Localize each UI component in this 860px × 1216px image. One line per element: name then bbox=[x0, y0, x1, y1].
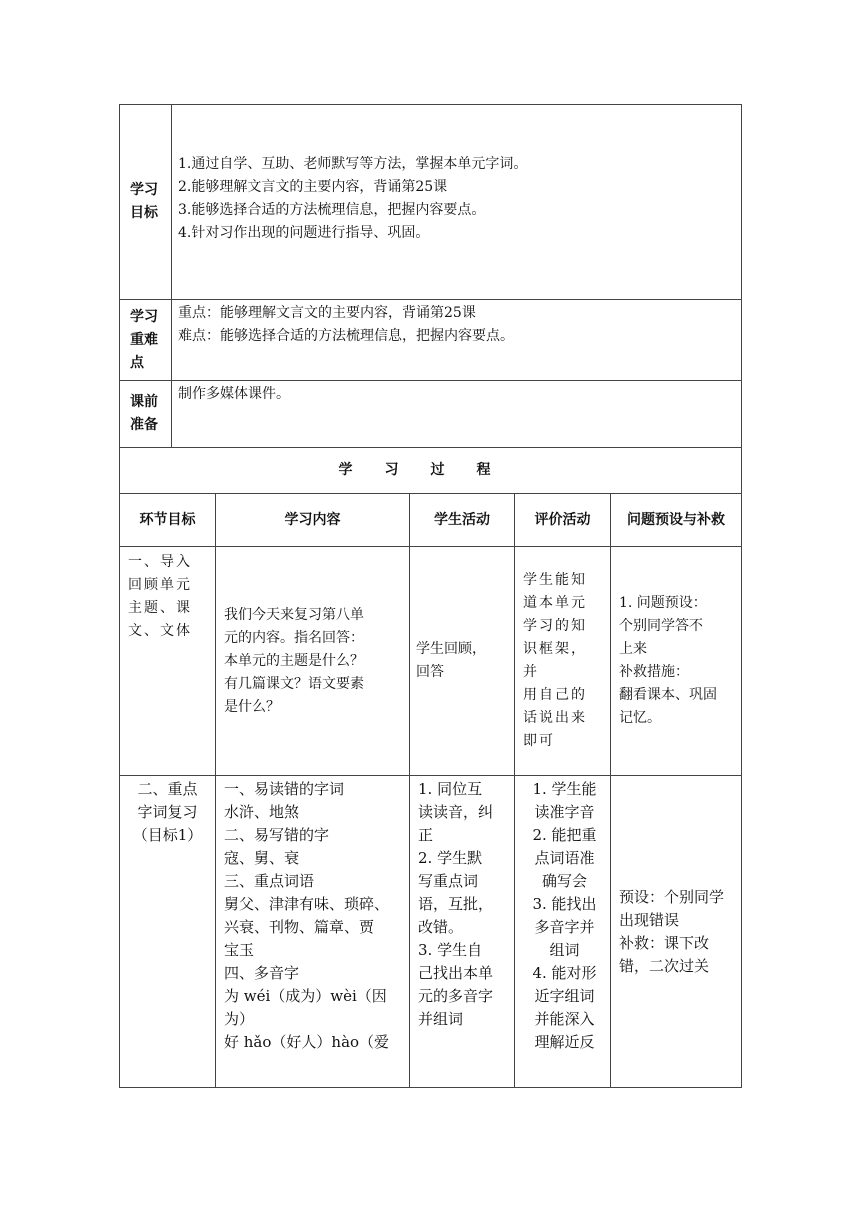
cell-line: 字词复习 bbox=[137, 803, 198, 821]
cell-line: 学生回顾， bbox=[416, 641, 486, 657]
preparation-row bbox=[120, 381, 742, 448]
cell-line: 我们今天来复习第八单 bbox=[224, 606, 364, 623]
cell-line: 己找出本单 bbox=[418, 964, 494, 982]
cell-line: 多音字并 bbox=[534, 918, 595, 936]
objectives-row bbox=[120, 105, 742, 300]
label-line: 学习 bbox=[130, 308, 158, 325]
objective-line: 3.能够选择合适的方法梳理信息，把握内容要点。 bbox=[178, 202, 486, 218]
header-row bbox=[120, 494, 742, 547]
cell-line: 主题、课 bbox=[128, 600, 192, 616]
cell-line: 正 bbox=[418, 826, 434, 844]
cell-line: 二、易写错的字 bbox=[224, 826, 330, 844]
remedy-cell bbox=[611, 776, 742, 1088]
header-student: 学生活动 bbox=[410, 494, 515, 547]
key-points-row bbox=[120, 300, 742, 381]
cell-line: 一、易读错的字词 bbox=[224, 780, 345, 798]
cell-line: 1. 学生能 bbox=[532, 780, 597, 798]
cell-line: （目标1） bbox=[132, 826, 203, 844]
preparation-content bbox=[172, 381, 742, 448]
remedy-cell bbox=[611, 547, 742, 776]
cell-line: 本单元的主题是什么？ bbox=[224, 652, 364, 669]
stage-cell bbox=[120, 547, 216, 776]
cell-line: 近字组词 bbox=[534, 987, 595, 1005]
cell-line: 元的多音字 bbox=[418, 987, 494, 1005]
cell-line: 宝玉 bbox=[224, 941, 255, 959]
cell-line: 三、重点词语 bbox=[224, 872, 315, 890]
objective-line: 1.通过自学、互助、老师默写等方法，掌握本单元字词。 bbox=[178, 156, 528, 172]
cell-line: 改错。 bbox=[418, 918, 464, 936]
cell-line: 2. 学生默 bbox=[418, 849, 483, 867]
cell-line: 学生能知 bbox=[523, 572, 587, 588]
table-row bbox=[120, 547, 742, 776]
cell-line: 并组词 bbox=[418, 1010, 464, 1028]
cell-line: 兴衰、刊物、篇章、贾 bbox=[224, 918, 375, 936]
cell-line: 话说出来 bbox=[523, 710, 587, 726]
label-line: 点 bbox=[130, 354, 144, 371]
label-line: 重难 bbox=[130, 331, 158, 348]
cell-line: 学习的知 bbox=[523, 618, 587, 634]
cell-line: 回答 bbox=[416, 664, 444, 680]
cell-line: 好 hǎo（好人）hào（爱 bbox=[224, 1033, 390, 1051]
cell-line: 语，互批， bbox=[418, 895, 494, 913]
key-points-label bbox=[120, 300, 172, 381]
cell-line: 回顾单元 bbox=[128, 577, 192, 593]
cell-line: 个别同学答不 bbox=[619, 618, 703, 634]
label-line: 目标 bbox=[130, 205, 158, 221]
objectives-content bbox=[172, 105, 742, 300]
cell-line: 识框架，并 bbox=[523, 641, 587, 680]
content-cell bbox=[216, 547, 410, 776]
cell-line: 并能深入 bbox=[534, 1010, 595, 1028]
label-line: 学习 bbox=[130, 182, 158, 198]
objective-line: 2.能够理解文言文的主要内容，背诵第25课 bbox=[178, 179, 448, 195]
cell-line: 3. 能找出 bbox=[532, 895, 597, 913]
cell-line: 补救措施： bbox=[619, 664, 689, 680]
cell-line: 预设：个别同学 bbox=[619, 887, 725, 906]
label-line: 准备 bbox=[130, 417, 158, 433]
evaluation-cell bbox=[515, 547, 611, 776]
cell-line: 上来 bbox=[619, 641, 647, 657]
cell-line: 有几篇课文？语文要素 bbox=[224, 675, 364, 692]
student-cell bbox=[410, 776, 515, 1088]
preparation-text: 制作多媒体课件。 bbox=[178, 386, 290, 402]
cell-line: 读准字音 bbox=[534, 803, 595, 821]
evaluation-cell bbox=[515, 776, 611, 1088]
cell-line: 元的内容。指名回答： bbox=[224, 629, 364, 646]
cell-line: 2. 能把重 bbox=[532, 826, 597, 844]
cell-line: 翻看课本、巩固 bbox=[619, 687, 717, 703]
cell-line: 舅父、津津有味、琐碎、 bbox=[224, 895, 390, 913]
preparation-label bbox=[120, 381, 172, 448]
cell-line: 是什么？ bbox=[224, 698, 280, 715]
process-title: 学习过程 bbox=[120, 448, 742, 494]
header-remedy: 问题预设与补救 bbox=[611, 494, 742, 547]
cell-line: 为 wéi（成为）wèi（因 bbox=[224, 987, 387, 1005]
cell-line: 一、导入 bbox=[128, 554, 192, 570]
key-point-line: 重点：能够理解文言文的主要内容，背诵第25课 bbox=[178, 305, 476, 321]
key-point-line: 难点：能够选择合适的方法梳理信息，把握内容要点。 bbox=[178, 328, 514, 344]
objective-line: 4.针对习作出现的问题进行指导、巩固。 bbox=[178, 225, 430, 241]
header-stage: 环节目标 bbox=[120, 494, 216, 547]
lesson-plan-table bbox=[119, 104, 742, 1088]
cell-line: 二、重点 bbox=[137, 780, 198, 798]
cell-line: 确写会 bbox=[541, 872, 587, 890]
label-line: 课前 bbox=[130, 394, 158, 410]
key-points-content bbox=[172, 300, 742, 381]
cell-line: 水浒、地煞 bbox=[224, 803, 300, 821]
cell-line: 写重点词 bbox=[418, 872, 479, 890]
cell-line: 文、文体 bbox=[128, 623, 192, 639]
cell-line: 记忆。 bbox=[619, 710, 661, 726]
student-cell bbox=[410, 547, 515, 776]
cell-line: 读读音，纠 bbox=[418, 803, 494, 821]
stage-cell bbox=[120, 776, 216, 1088]
cell-line: 1. 同位互 bbox=[418, 780, 483, 798]
cell-line: 寇、舅、衰 bbox=[224, 849, 300, 867]
cell-line: 4. 能对形 bbox=[532, 964, 597, 982]
cell-line: 道本单元 bbox=[523, 595, 587, 611]
cell-line: 即可 bbox=[523, 733, 555, 749]
cell-line: 1. 问题预设： bbox=[619, 595, 707, 611]
cell-line: 组词 bbox=[549, 941, 580, 959]
cell-line: 为） bbox=[224, 1010, 255, 1028]
cell-line: 用自己的 bbox=[523, 687, 587, 703]
process-title-row bbox=[120, 448, 742, 494]
cell-line: 出现错误 bbox=[619, 910, 680, 929]
cell-line: 补救：课下改 bbox=[619, 933, 710, 952]
cell-line: 理解近反 bbox=[534, 1033, 595, 1051]
cell-line: 四、多音字 bbox=[224, 964, 300, 982]
cell-line: 点词语准 bbox=[534, 849, 595, 867]
cell-line: 错，二次过关 bbox=[619, 956, 710, 975]
header-content: 学习内容 bbox=[216, 494, 410, 547]
table-row bbox=[120, 776, 742, 1088]
cell-line: 3. 学生自 bbox=[418, 941, 483, 959]
header-evaluation: 评价活动 bbox=[515, 494, 611, 547]
objectives-label bbox=[120, 105, 172, 300]
content-cell bbox=[216, 776, 410, 1088]
